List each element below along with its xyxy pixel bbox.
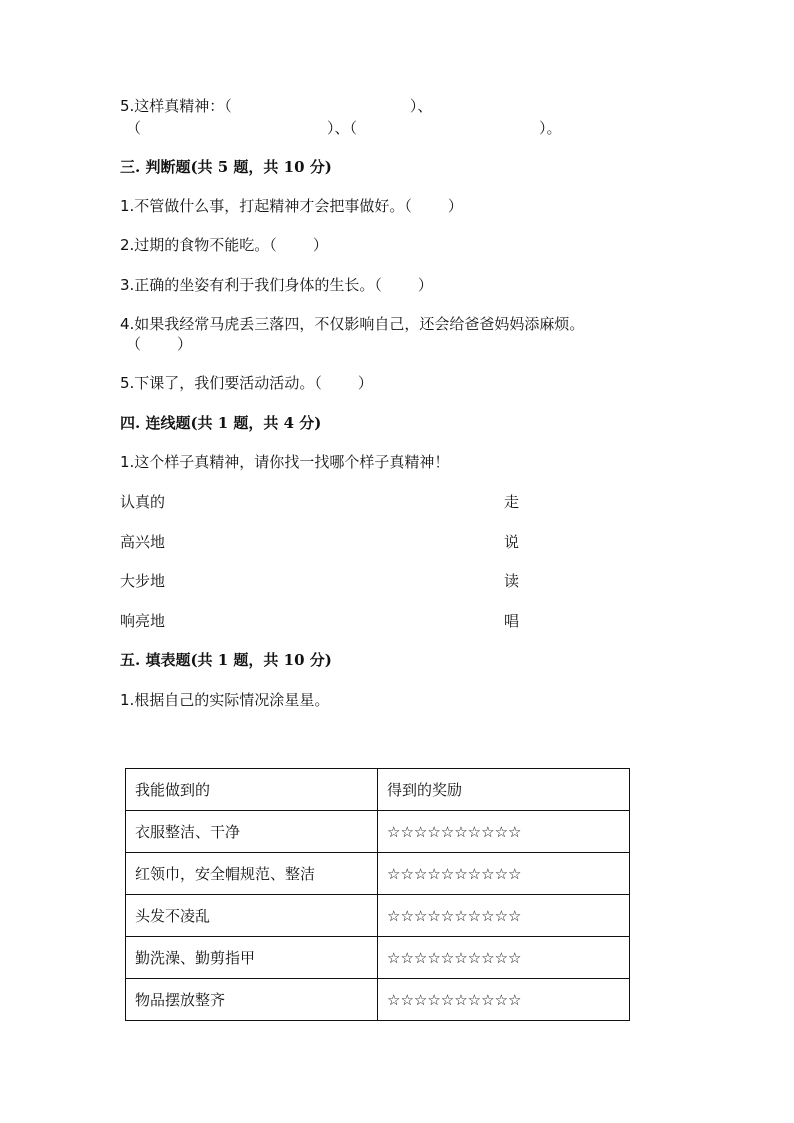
- section-5-heading: 五. 填表题(共 1 题，共 10 分): [120, 651, 332, 669]
- match-left-item[interactable]: 认真的: [120, 493, 166, 511]
- paren-close: ）: [447, 197, 463, 215]
- paren-open: （: [126, 335, 142, 353]
- table-question: 1.根据自己的实际情况涂星星。: [120, 691, 330, 709]
- table-row: [126, 853, 630, 895]
- table-cell-item: 红领巾，安全帽规范、整洁: [126, 853, 378, 895]
- table-row: [126, 895, 630, 937]
- star-rating[interactable]: ☆☆☆☆☆☆☆☆☆☆: [378, 979, 630, 1021]
- star-table: [125, 768, 630, 1021]
- table-row: [126, 937, 630, 979]
- table-cell-item: 衣服整洁、干净: [126, 811, 378, 853]
- match-right-item[interactable]: 走: [504, 493, 520, 511]
- match-left-item[interactable]: 大步地: [120, 572, 166, 590]
- question-text: 4.如果我经常马虎丢三落四，不仅影响自己，还会给爸爸妈妈添麻烦。: [120, 315, 585, 333]
- paren-close: ）: [312, 236, 328, 254]
- question-text: 5.下课了，我们要活动活动。（: [120, 374, 322, 392]
- matching-question: 1.这个样子真精神，请你找一找哪个样子真精神！: [120, 453, 450, 471]
- match-left-item[interactable]: 高兴地: [120, 533, 166, 551]
- table-row: [126, 979, 630, 1021]
- table-header-cell: 得到的奖励: [378, 769, 630, 811]
- table-header-row: [126, 769, 630, 811]
- section-3-heading: 三. 判断题(共 5 题，共 10 分): [120, 158, 332, 176]
- judge-question-4: [120, 314, 584, 334]
- fill-question-5-line1: [120, 96, 432, 116]
- table-cell-item: 物品摆放整齐: [126, 979, 378, 1021]
- fill-q5-sep: ）、: [409, 97, 433, 115]
- match-right-item[interactable]: 唱: [504, 612, 520, 630]
- fill-q5-prefix: 5.这样真精神：（: [120, 97, 232, 115]
- table-cell-item: 头发不凌乱: [126, 895, 378, 937]
- fill-question-5-line2: [126, 118, 562, 138]
- judge-question-4-answer: [126, 334, 192, 354]
- question-text: 1.不管做什么事，打起精神才会把事做好。（: [120, 197, 412, 215]
- star-rating[interactable]: ☆☆☆☆☆☆☆☆☆☆: [378, 853, 630, 895]
- star-rating[interactable]: ☆☆☆☆☆☆☆☆☆☆: [378, 811, 630, 853]
- judge-question-5: [120, 373, 373, 393]
- match-right-item[interactable]: 说: [504, 533, 520, 551]
- judge-question-2: [120, 235, 328, 255]
- table-header-cell: 我能做到的: [126, 769, 378, 811]
- judge-question-3: [120, 275, 433, 295]
- star-rating[interactable]: ☆☆☆☆☆☆☆☆☆☆: [378, 895, 630, 937]
- star-rating[interactable]: ☆☆☆☆☆☆☆☆☆☆: [378, 937, 630, 979]
- match-left-item[interactable]: 响亮地: [120, 612, 166, 630]
- paren-close: ）: [357, 374, 373, 392]
- judge-question-1: [120, 196, 463, 216]
- fill-q5-mid: ）、（: [327, 119, 358, 137]
- paren-close: ）: [177, 335, 193, 353]
- fill-q5-open: （: [126, 119, 142, 137]
- fill-q5-close: ）。: [539, 119, 562, 137]
- question-text: 2.过期的食物不能吃。（: [120, 236, 277, 254]
- section-4-heading: 四. 连线题(共 1 题，共 4 分): [120, 414, 322, 432]
- table-cell-item: 勤洗澡、勤剪指甲: [126, 937, 378, 979]
- paren-close: ）: [417, 276, 433, 294]
- table-row: [126, 811, 630, 853]
- match-right-item[interactable]: 读: [504, 572, 520, 590]
- question-text: 3.正确的坐姿有利于我们身体的生长。（: [120, 276, 382, 294]
